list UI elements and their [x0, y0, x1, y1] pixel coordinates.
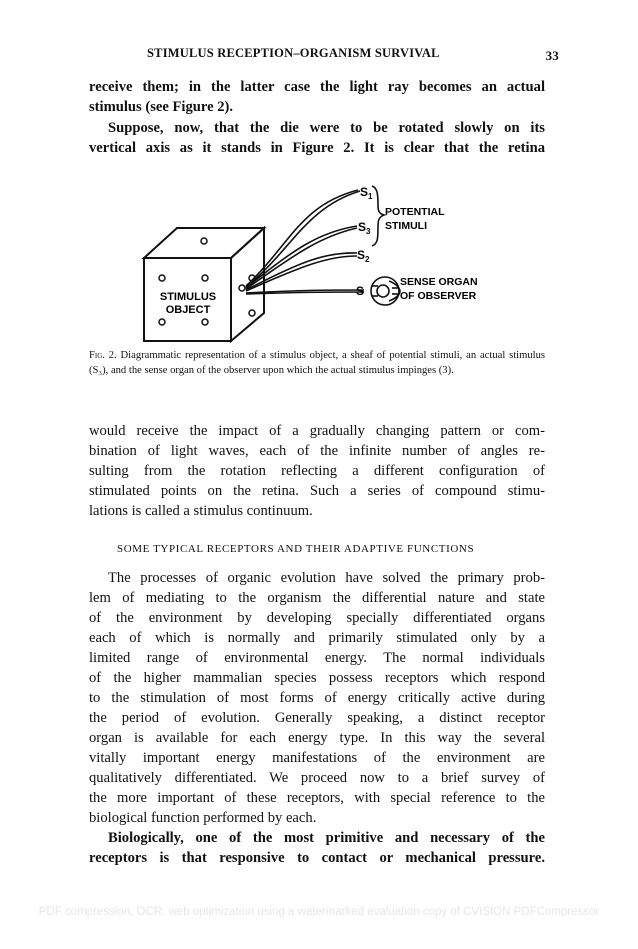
paragraph-1-line-2: stimulus (see Figure 2). [89, 99, 234, 115]
label-s-actual: S [356, 284, 365, 298]
potential-label-line-1: POTENTIAL [385, 206, 445, 218]
paragraph-2-line-1: Suppose, now, that the die were to be rotated slowly on its [108, 120, 545, 136]
figure-2-diagram [0, 0, 638, 360]
paragraph-4-line-7: to the stimulation of most forms of energy critically active during [89, 690, 545, 706]
sense-organ-eye-icon [371, 277, 400, 305]
paragraph-1-line-1: receive them; in the latter case the light ray becomes an actual [89, 79, 545, 95]
potential-stimuli-brace [372, 186, 384, 246]
page-number: 33 [545, 48, 559, 63]
running-title: STIMULUS RECEPTION–ORGANISM SURVIVAL [147, 46, 440, 60]
paragraph-5-line-2: receptors is that responsive to contact or mechanical pressure. [89, 850, 545, 866]
evaluation-watermark: PDF compression, OCR, web optimization using a watermarked evaluation copy of CVISION PDFCompressor [38, 906, 600, 918]
paragraph-3-line-1: would receive the impact of a gradually changing pattern or com- [89, 423, 545, 439]
paragraph-4-line-11: qualitatively differentiated. We proceed now to a brief survey of [89, 770, 545, 786]
figure-caption-label: Fig. 2. [89, 350, 117, 361]
paragraph-4-line-12: the more important of these receptors, with special reference to the [89, 790, 545, 806]
label-s2: $S_2$ [357, 248, 370, 264]
paragraph-3-line-5: lations is called a stimulus continuum. [89, 503, 313, 519]
paragraph-4-line-2: lem of mediating to the organism the differential nature and state [89, 590, 545, 606]
figure-caption [89, 349, 545, 378]
paragraph-4-line-8: the period of evolution. Generally speaking, a distinct receptor [89, 710, 545, 726]
object-label-line-1: STIMULUS [159, 291, 217, 303]
label-s1: $S_1$ [360, 185, 373, 201]
paragraph-4-line-3: of the environment by developing specially differentiated organs [89, 610, 545, 626]
paragraph-4-line-4: each of which is normally and primarily stimulated only by a [89, 630, 545, 646]
paragraph-3-line-4: stimulated points on the retina. Such a series of compound stimu- [89, 483, 545, 499]
paragraph-4-line-5: limited range of environmental energy. The normal individuals [89, 650, 545, 666]
paragraph-4-line-10: vitally important energy manifestations of the environment are [89, 750, 545, 766]
paragraph-5-line-1: Biologically, one of the most primitive and necessary of the [108, 830, 545, 846]
object-label-line-2: OBJECT [165, 304, 211, 316]
paragraph-4-line-1: The processes of organic evolution have solved the primary prob- [108, 570, 545, 586]
paragraph-3-line-3: sulting from the rotation reflecting a different configuration of [89, 463, 545, 479]
figure-caption-text: Diagrammatic representation of a stimulus object, a sheaf of potential stimuli, an actual stimulus (S₃), and the sense organ of the observer upon which the actual stimulus impinges (3). [89, 350, 545, 376]
section-heading: SOME TYPICAL RECEPTORS AND THEIR ADAPTIVE FUNCTIONS [117, 543, 475, 555]
paragraph-4-line-9: organ is available for each energy type. In this way the several [89, 730, 545, 746]
paragraph-4-line-6: of the higher mammalian species possess receptors which respond [89, 670, 545, 686]
label-s3: $S_3$ [358, 220, 371, 236]
paragraph-4-line-13: biological function performed by each. [89, 810, 317, 826]
paragraph-3-line-2: bination of light waves, each of the infinite number of angles re- [89, 443, 545, 459]
sense-label-line-2: OF OBSERVER [400, 290, 477, 302]
sense-label-line-1: SENSE ORGAN [400, 276, 478, 288]
paragraph-2-line-2: vertical axis as it stands in Figure 2. It is clear that the retina [89, 140, 545, 156]
potential-label-line-2: STIMULI [385, 220, 427, 232]
